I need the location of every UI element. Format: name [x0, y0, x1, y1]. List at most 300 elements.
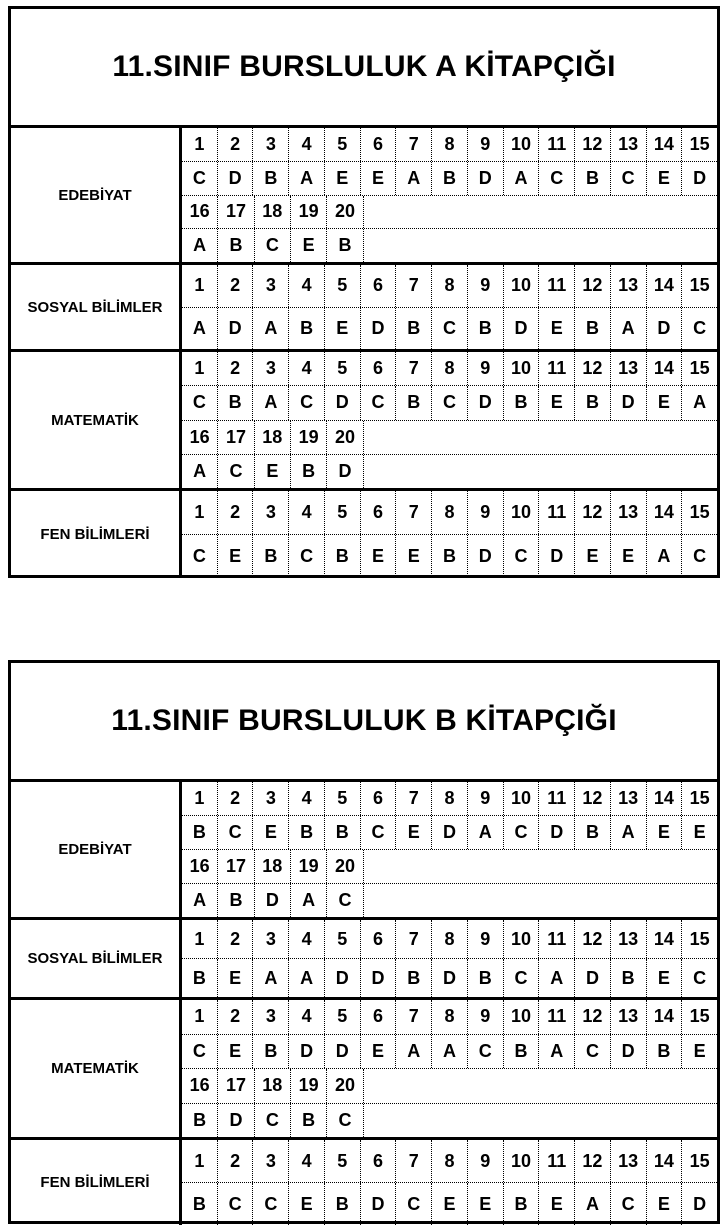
answer-cell: A	[431, 1035, 467, 1069]
answer-cell: D	[467, 535, 503, 578]
empty-cell	[470, 850, 505, 883]
answer-cell: A	[395, 162, 431, 195]
answer-cell: B	[192, 1193, 206, 1214]
answer-cell: D	[610, 386, 646, 419]
question-number: 1	[194, 275, 205, 296]
answer-cell: C	[431, 308, 467, 350]
answer-row	[182, 815, 717, 849]
answer-cell: B	[467, 959, 503, 997]
booklet-title: 11.SINIF BURSLULUK A KİTAPÇIĞI	[11, 9, 717, 128]
question-number: 2	[217, 491, 253, 534]
empty-cell	[646, 196, 681, 229]
empty-cell	[505, 196, 540, 229]
empty-cell	[540, 455, 575, 488]
answer-cell: B	[395, 308, 431, 350]
answer-grid	[182, 782, 717, 917]
question-number: 1	[194, 502, 205, 522]
question-number: 11	[538, 128, 574, 161]
answer-cell: D	[431, 959, 467, 997]
section-sosyal-bilimler	[11, 920, 717, 1000]
answer-row	[182, 1034, 717, 1069]
question-number: 19	[290, 421, 326, 454]
question-number: 14	[646, 491, 682, 534]
answer-cell: B	[217, 386, 253, 419]
answer-cell: D	[503, 308, 539, 350]
question-number: 15	[681, 352, 717, 385]
answer-grid	[182, 491, 717, 578]
question-number-row	[182, 782, 717, 815]
question-number: 2	[217, 1140, 253, 1182]
question-number: 8	[431, 1140, 467, 1182]
answer-cell: D	[538, 535, 574, 578]
answer-cell: D	[538, 816, 574, 849]
section-edebiyat	[11, 782, 717, 920]
question-number: 3	[252, 128, 288, 161]
empty-cell	[540, 1104, 575, 1138]
question-number: 15	[681, 128, 717, 161]
empty-cell	[434, 455, 469, 488]
answer-cell: B	[574, 386, 610, 419]
answer-cell: E	[574, 535, 610, 578]
answer-cell: B	[324, 535, 360, 578]
answer-cell: E	[360, 1035, 396, 1069]
question-number: 12	[574, 352, 610, 385]
answer-cell: B	[395, 959, 431, 997]
empty-cell	[363, 455, 399, 488]
question-number: 9	[467, 265, 503, 307]
question-number: 1	[194, 133, 205, 154]
empty-cell	[682, 229, 717, 262]
empty-cell	[576, 850, 611, 883]
empty-cell	[682, 196, 717, 229]
empty-cell	[611, 884, 646, 917]
empty-cell	[363, 229, 399, 262]
question-number: 3	[252, 491, 288, 534]
empty-cell	[646, 884, 681, 917]
question-number: 15	[681, 1140, 717, 1182]
question-number: 8	[431, 352, 467, 385]
answer-cell: D	[217, 1104, 253, 1138]
answer-cell: C	[467, 1035, 503, 1069]
empty-cell	[470, 421, 505, 454]
answer-row	[182, 228, 717, 262]
question-number: 11	[538, 782, 574, 815]
question-number: 4	[288, 1000, 324, 1034]
answer-cell: D	[681, 162, 717, 195]
booklet-a	[8, 6, 720, 578]
question-number: 10	[503, 265, 539, 307]
subject-label: FEN BİLİMLERİ	[11, 491, 182, 578]
answer-cell: E	[217, 535, 253, 578]
empty-cell	[399, 884, 434, 917]
answer-cell: E	[431, 1183, 467, 1225]
question-number: 19	[290, 850, 326, 883]
answer-cell: C	[538, 162, 574, 195]
answer-cell: B	[610, 959, 646, 997]
answer-grid	[182, 1000, 717, 1137]
answer-cell: C	[360, 386, 396, 419]
question-number: 3	[252, 265, 288, 307]
empty-cell	[646, 455, 681, 488]
question-number: 4	[288, 265, 324, 307]
empty-cell	[363, 1069, 399, 1103]
question-number: 6	[360, 128, 396, 161]
answer-cell: E	[254, 455, 290, 488]
answer-cell: A	[193, 235, 207, 256]
answer-cell: B	[290, 455, 326, 488]
subject-label: SOSYAL BİLİMLER	[11, 265, 182, 349]
question-number: 2	[217, 1000, 253, 1034]
answer-cell: B	[252, 535, 288, 578]
question-number: 14	[646, 352, 682, 385]
question-number: 9	[467, 1000, 503, 1034]
answer-row	[182, 534, 717, 578]
question-number-row	[182, 195, 717, 229]
empty-cell	[646, 850, 681, 883]
question-number-row	[182, 491, 717, 534]
question-number: 6	[360, 1140, 396, 1182]
question-number: 14	[646, 920, 682, 958]
answer-cell: C	[326, 1104, 362, 1138]
answer-cell: C	[217, 1183, 253, 1225]
subject-label: MATEMATİK	[11, 352, 182, 488]
question-number: 9	[467, 352, 503, 385]
empty-cell	[611, 421, 646, 454]
answer-cell: C	[288, 386, 324, 419]
answer-cell: D	[574, 959, 610, 997]
answer-cell: B	[252, 1035, 288, 1069]
question-number: 5	[324, 128, 360, 161]
answer-grid	[182, 352, 717, 488]
answer-cell: C	[192, 167, 206, 188]
question-number: 17	[217, 850, 253, 883]
question-number: 7	[395, 1000, 431, 1034]
answer-cell: B	[326, 229, 362, 262]
question-number: 12	[574, 491, 610, 534]
question-number: 1	[194, 1006, 205, 1027]
question-number: 15	[681, 1000, 717, 1034]
empty-cell	[363, 196, 399, 229]
question-number: 5	[324, 491, 360, 534]
answer-cell: B	[217, 229, 253, 262]
question-number: 13	[610, 265, 646, 307]
question-number: 13	[610, 782, 646, 815]
question-number: 7	[395, 920, 431, 958]
empty-cell	[470, 1104, 505, 1138]
answer-cell: B	[252, 162, 288, 195]
question-number: 13	[610, 920, 646, 958]
answer-cell: D	[360, 959, 396, 997]
answer-cell: C	[217, 816, 253, 849]
question-number: 16	[189, 201, 210, 222]
question-number: 4	[288, 128, 324, 161]
empty-cell	[576, 229, 611, 262]
answer-cell: A	[538, 959, 574, 997]
question-number: 4	[288, 352, 324, 385]
question-number: 13	[610, 352, 646, 385]
question-number: 3	[252, 920, 288, 958]
answer-cell: A	[192, 317, 206, 338]
question-number-row	[182, 352, 717, 385]
answer-cell: C	[574, 1035, 610, 1069]
answer-cell: C	[681, 535, 717, 578]
answer-row	[182, 454, 717, 488]
answer-cell: C	[681, 959, 717, 997]
empty-cell	[505, 421, 540, 454]
answer-cell: D	[610, 1035, 646, 1069]
empty-cell	[399, 455, 434, 488]
answer-cell: E	[646, 959, 682, 997]
question-number: 9	[467, 920, 503, 958]
answer-cell: B	[324, 816, 360, 849]
empty-cell	[505, 884, 540, 917]
question-number: 14	[646, 1000, 682, 1034]
answer-cell: C	[254, 1104, 290, 1138]
question-number: 3	[252, 1140, 288, 1182]
question-number-row	[182, 849, 717, 883]
answer-cell: A	[252, 386, 288, 419]
question-number: 10	[503, 920, 539, 958]
answer-cell: C	[326, 884, 362, 917]
question-number: 6	[360, 1000, 396, 1034]
section-fen-bilimleri	[11, 491, 717, 578]
empty-cell	[576, 455, 611, 488]
question-number: 7	[395, 352, 431, 385]
answer-cell: C	[288, 535, 324, 578]
answer-cell: C	[395, 1183, 431, 1225]
empty-cell	[611, 196, 646, 229]
answer-cell: D	[324, 959, 360, 997]
question-number: 4	[288, 491, 324, 534]
question-number: 2	[217, 782, 253, 815]
answer-cell: E	[360, 162, 396, 195]
question-number: 11	[538, 920, 574, 958]
answer-cell: E	[646, 162, 682, 195]
question-number-row	[182, 128, 717, 161]
empty-cell	[576, 421, 611, 454]
empty-cell	[611, 850, 646, 883]
answer-cell: A	[503, 162, 539, 195]
question-number: 12	[574, 1140, 610, 1182]
answer-cell: D	[360, 308, 396, 350]
answer-cell: C	[503, 535, 539, 578]
section-fen-bilimleri	[11, 1140, 717, 1225]
answer-cell: E	[395, 535, 431, 578]
answer-cell: C	[431, 386, 467, 419]
question-number: 18	[254, 850, 290, 883]
empty-cell	[505, 850, 540, 883]
empty-cell	[646, 1069, 681, 1103]
empty-cell	[611, 1104, 646, 1138]
answer-cell: E	[538, 386, 574, 419]
answer-cell: E	[538, 308, 574, 350]
answer-cell: C	[217, 455, 253, 488]
answer-cell: A	[252, 959, 288, 997]
question-number: 19	[290, 1069, 326, 1103]
section-sosyal-bilimler	[11, 265, 717, 352]
question-number: 18	[254, 1069, 290, 1103]
empty-cell	[576, 884, 611, 917]
question-number: 14	[646, 1140, 682, 1182]
question-number: 8	[431, 265, 467, 307]
empty-cell	[682, 455, 717, 488]
question-number-row	[182, 265, 717, 307]
answer-cell: D	[431, 816, 467, 849]
question-number: 2	[217, 352, 253, 385]
answer-cell: B	[324, 1183, 360, 1225]
question-number: 20	[326, 196, 362, 229]
empty-cell	[682, 1104, 717, 1138]
answer-cell: D	[288, 1035, 324, 1069]
question-number: 15	[681, 491, 717, 534]
answer-cell: B	[574, 308, 610, 350]
question-number: 4	[288, 782, 324, 815]
question-number: 1	[194, 1150, 205, 1171]
answer-cell: B	[192, 822, 206, 842]
empty-cell	[682, 421, 717, 454]
answer-cell: A	[193, 460, 207, 481]
question-number: 2	[217, 920, 253, 958]
answer-cell: D	[467, 386, 503, 419]
question-number: 15	[681, 265, 717, 307]
answer-cell: E	[288, 1183, 324, 1225]
question-number: 12	[574, 782, 610, 815]
empty-cell	[540, 229, 575, 262]
section-edebiyat	[11, 128, 717, 265]
question-number: 14	[646, 782, 682, 815]
empty-cell	[434, 850, 469, 883]
section-matematik	[11, 1000, 717, 1140]
answer-cell: B	[288, 816, 324, 849]
answer-cell: E	[467, 1183, 503, 1225]
answer-cell: A	[610, 816, 646, 849]
answer-cell: A	[288, 959, 324, 997]
answer-cell: E	[252, 816, 288, 849]
question-number: 9	[467, 782, 503, 815]
question-number: 16	[189, 1075, 210, 1096]
question-number: 20	[326, 1069, 362, 1103]
question-number: 20	[326, 850, 362, 883]
empty-cell	[470, 196, 505, 229]
answer-row	[182, 307, 717, 350]
empty-cell	[611, 229, 646, 262]
answer-cell: E	[360, 535, 396, 578]
answer-cell: D	[681, 1183, 717, 1225]
empty-cell	[399, 229, 434, 262]
empty-cell	[576, 1104, 611, 1138]
answer-cell: E	[538, 1183, 574, 1225]
empty-cell	[470, 1069, 505, 1103]
answer-grid	[182, 265, 717, 349]
question-number-row	[182, 920, 717, 958]
empty-cell	[470, 455, 505, 488]
answer-cell: B	[290, 1104, 326, 1138]
answer-cell: B	[288, 308, 324, 350]
question-number: 4	[288, 1140, 324, 1182]
answer-cell: E	[290, 229, 326, 262]
answer-cell: C	[360, 816, 396, 849]
question-number: 11	[538, 491, 574, 534]
question-number: 7	[395, 1140, 431, 1182]
empty-cell	[434, 1069, 469, 1103]
answer-grid	[182, 128, 717, 262]
section-matematik	[11, 352, 717, 491]
question-number: 18	[254, 196, 290, 229]
subject-label: EDEBİYAT	[11, 782, 182, 917]
empty-cell	[434, 421, 469, 454]
question-number: 9	[467, 491, 503, 534]
answer-cell: B	[503, 1183, 539, 1225]
question-number: 8	[431, 1000, 467, 1034]
question-number: 11	[538, 1140, 574, 1182]
answer-cell: C	[192, 1040, 206, 1061]
question-number: 1	[194, 928, 205, 949]
question-number: 12	[574, 1000, 610, 1034]
question-number-row	[182, 1000, 717, 1034]
empty-cell	[399, 196, 434, 229]
question-number: 3	[252, 352, 288, 385]
empty-cell	[646, 229, 681, 262]
question-number: 6	[360, 920, 396, 958]
answer-cell: E	[646, 816, 682, 849]
question-number: 20	[326, 421, 362, 454]
booklet-b	[8, 660, 720, 1224]
answer-cell: A	[574, 1183, 610, 1225]
answer-cell: E	[395, 816, 431, 849]
empty-cell	[505, 1069, 540, 1103]
question-number: 1	[194, 358, 205, 379]
question-number: 7	[395, 265, 431, 307]
answer-cell: B	[503, 386, 539, 419]
answer-cell: A	[288, 162, 324, 195]
answer-cell: B	[192, 967, 206, 988]
empty-cell	[646, 421, 681, 454]
question-number: 3	[252, 1000, 288, 1034]
question-number: 5	[324, 782, 360, 815]
empty-cell	[505, 455, 540, 488]
empty-cell	[434, 229, 469, 262]
empty-cell	[399, 421, 434, 454]
question-number: 2	[217, 128, 253, 161]
answer-cell: C	[254, 229, 290, 262]
answer-cell: C	[192, 546, 206, 566]
answer-cell: A	[252, 308, 288, 350]
answer-cell: E	[646, 1183, 682, 1225]
empty-cell	[363, 884, 399, 917]
question-number: 11	[538, 265, 574, 307]
question-number: 6	[360, 265, 396, 307]
answer-cell: C	[192, 392, 206, 413]
empty-cell	[434, 1104, 469, 1138]
question-number: 8	[431, 128, 467, 161]
answer-grid	[182, 1140, 717, 1225]
question-number: 13	[610, 491, 646, 534]
question-number: 10	[503, 782, 539, 815]
answer-row	[182, 883, 717, 917]
answer-cell: A	[610, 308, 646, 350]
empty-cell	[434, 196, 469, 229]
question-number: 16	[189, 426, 210, 447]
answer-grid	[182, 920, 717, 997]
empty-cell	[399, 1104, 434, 1138]
answer-cell: B	[646, 1035, 682, 1069]
empty-cell	[505, 229, 540, 262]
answer-cell: E	[646, 386, 682, 419]
question-number: 6	[360, 491, 396, 534]
answer-cell: A	[467, 816, 503, 849]
subject-label: EDEBİYAT	[11, 128, 182, 262]
empty-cell	[434, 884, 469, 917]
